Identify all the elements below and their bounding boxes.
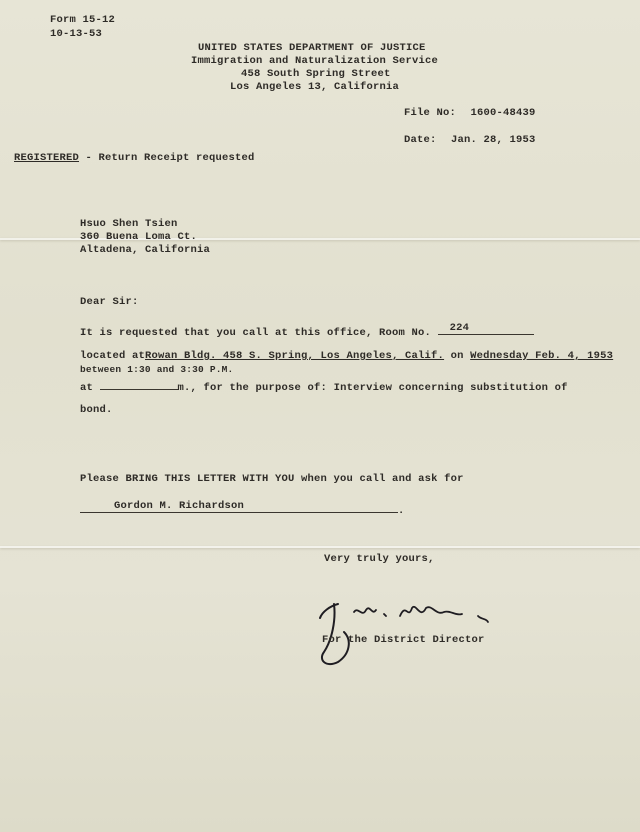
bring-post: when you call and ask for [294,473,464,485]
sign-off: Very truly yours, [324,553,435,565]
recipient-street: 360 Buena Loma Ct. [80,231,198,243]
registered-line [14,152,255,164]
letter-date [404,134,536,146]
return-receipt-text: - Return Receipt requested [79,152,255,164]
purpose-continued: bond. [80,404,113,416]
contact-period: . [398,505,405,517]
salutation: Dear Sir: [80,296,139,308]
form-number: Form 15-12 [50,14,116,26]
signed-for: For the District Director [322,634,485,646]
registered-label: REGISTERED [14,152,80,164]
letter-date-value: Jan. 28, 1953 [451,134,536,146]
at-label: at [80,382,94,394]
request-line [80,324,534,339]
purpose-label: m., for the purpose of: [177,382,328,394]
form-date: 10-13-53 [50,28,103,40]
request-text: It is requested that you call at this office, Room No. [80,327,432,339]
contact-field [80,502,398,513]
appointment-date: Wednesday Feb. 4, 1953 [470,350,614,362]
time-blank [100,379,178,390]
bring-letter-caps: BRING THIS LETTER WITH YOU [125,473,295,485]
room-number-field [438,324,534,335]
on-label: on [450,350,464,362]
purpose-text: Interview concerning substitution of [333,382,568,394]
recipient-name: Hsuo Shen Tsien [80,218,178,230]
room-number: 224 [449,322,470,334]
bring-pre: Please [80,473,126,485]
time-window: between 1:30 and 3:30 P.M. [80,364,234,375]
location-line [80,350,613,362]
contact-name: Gordon M. Richardson [114,500,245,512]
letterhead-city: Los Angeles 13, California [230,81,400,93]
located-label: located at [80,350,146,362]
letterhead-service: Immigration and Naturalization Service [191,55,439,67]
paper-fold [0,546,640,548]
file-number-label: File No: [404,107,457,119]
recipient-city: Altadena, California [80,244,211,256]
letter-date-label: Date: [404,134,437,146]
purpose-line [80,379,568,394]
bring-letter-line [80,473,464,485]
contact-line [80,502,405,517]
letterhead-street: 458 South Spring Street [241,68,391,80]
location-value: Rowan Bldg. 458 S. Spring, Los Angeles, Calif. [145,350,445,362]
file-number-value: 1600-48439 [470,107,536,119]
file-number [404,107,536,119]
letterhead-agency: UNITED STATES DEPARTMENT OF JUSTICE [198,42,426,54]
